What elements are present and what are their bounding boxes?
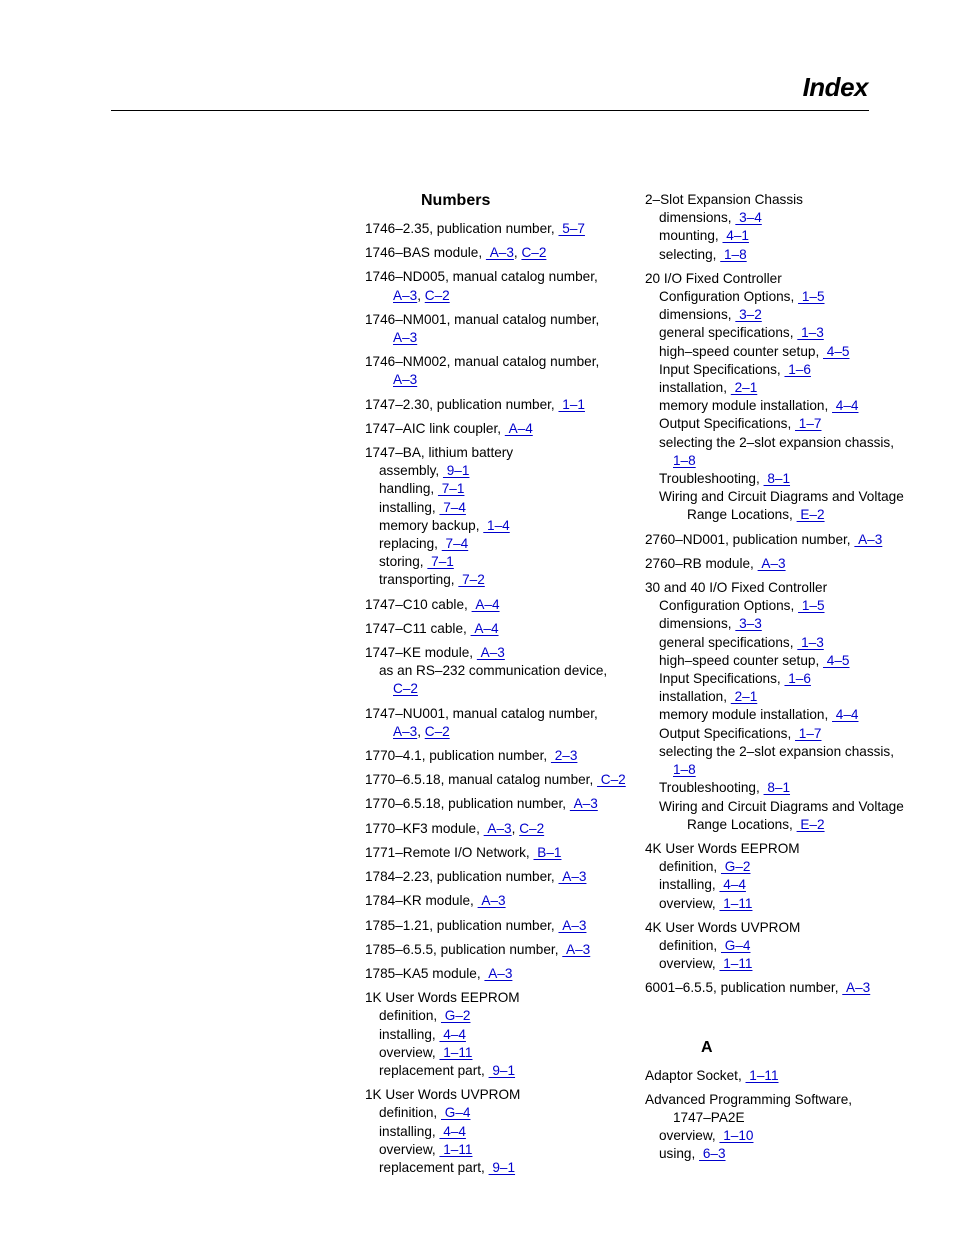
page-reference-link[interactable]: 4–4: [439, 1026, 466, 1042]
index-term-text: 1747–PA2E: [673, 1109, 745, 1125]
page-reference-link[interactable]: C–2: [393, 681, 418, 697]
index-subterm: [645, 937, 935, 955]
index-subterm: [645, 876, 935, 894]
index-term: [365, 444, 635, 462]
index-term-text: selecting,: [659, 246, 717, 262]
index-term-text: 6001–6.5.5, publication number,: [645, 980, 839, 996]
page-reference-link[interactable]: 3–2: [735, 307, 762, 323]
page-reference-link[interactable]: A–4: [470, 620, 499, 636]
index-term-text: definition,: [379, 1008, 438, 1024]
index-term-text: Output Specifications,: [659, 416, 792, 432]
index-subterm: [645, 615, 935, 633]
index-term-text: high–speed counter setup,: [659, 343, 820, 359]
index-term-text: overview,: [659, 956, 716, 972]
page-reference-link[interactable]: G–4: [720, 937, 751, 953]
index-term-text: transporting,: [379, 572, 455, 588]
index-term-text: replacement part,: [379, 1159, 485, 1175]
index-subterm: [645, 725, 935, 743]
index-term-text: overview,: [379, 1141, 436, 1157]
page-reference-link[interactable]: 9–1: [488, 1159, 516, 1175]
index-term: [645, 979, 935, 997]
index-term-text: 1785–KA5 module,: [365, 965, 481, 981]
index-term-text: 1K User Words UVPROM: [365, 1087, 521, 1103]
index-term: [365, 795, 635, 813]
page-reference-link[interactable]: G–4: [440, 1105, 471, 1121]
index-entry: [365, 244, 635, 262]
index-term: [645, 555, 935, 573]
index-subterm: [645, 246, 935, 264]
index-term: [365, 644, 635, 662]
index-term-text: installation,: [659, 380, 728, 396]
index-subterm: [645, 652, 935, 670]
index-term-text: replacing,: [379, 536, 438, 552]
index-subterm: [645, 597, 935, 615]
index-entry: [365, 311, 635, 347]
page-reference-link[interactable]: A–4: [471, 596, 500, 612]
page-reference-link[interactable]: 2–1: [730, 689, 758, 705]
index-term-text: 1747–2.30, publication number,: [365, 396, 555, 412]
index-entries-numbers-left: [365, 220, 635, 1177]
index-term-text: general specifications,: [659, 634, 794, 650]
index-term-text: Advanced Programming Software,: [645, 1091, 853, 1107]
index-entry: [645, 555, 935, 573]
index-term: [365, 747, 635, 765]
index-term-text: 20 I/O Fixed Controller: [645, 270, 782, 286]
index-term-text: general specifications,: [659, 325, 794, 341]
page-reference-link[interactable]: E–2: [796, 816, 825, 832]
index-continuation: A–3, C–2: [393, 723, 450, 739]
index-term-text: handling,: [379, 481, 435, 497]
index-term-text: Adaptor Socket,: [645, 1067, 742, 1083]
index-term-text: definition,: [659, 937, 718, 953]
section-heading-a: A: [701, 1038, 713, 1056]
index-subterm: [365, 480, 635, 498]
page-reference-link[interactable]: 5–7: [558, 221, 585, 236]
page-reference-link[interactable]: 1–5: [798, 598, 825, 614]
page-reference-link[interactable]: 7–4: [441, 536, 469, 552]
index-entry: [365, 941, 635, 959]
page-reference-link[interactable]: 1–11: [439, 1044, 473, 1060]
index-subterm: [645, 1145, 935, 1163]
index-term-text: selecting the 2–slot expansion chassis,: [659, 743, 895, 759]
index-term: [365, 396, 635, 414]
index-entry: [365, 220, 635, 238]
index-subterm: [365, 662, 635, 680]
page-reference-link[interactable]: 8–1: [763, 471, 791, 487]
index-term: [645, 1091, 935, 1109]
page-reference-link[interactable]: A–4: [504, 420, 533, 436]
page-reference-link[interactable]: 4–5: [823, 343, 850, 359]
page-reference-link[interactable]: 7–1: [427, 554, 454, 570]
page-reference-link[interactable]: 1–4: [483, 517, 510, 533]
page-reference-link[interactable]: 9–1: [488, 1062, 516, 1078]
page-reference-link[interactable]: A–3: [483, 820, 512, 836]
page-reference-link[interactable]: 1–1: [558, 396, 585, 412]
index-term-text: 1746–NM001, manual catalog number,: [365, 311, 600, 327]
page-reference-link[interactable]: A–3: [558, 917, 587, 933]
index-term-text: 1746–BAS module,: [365, 245, 483, 261]
page-reference-link[interactable]: A–3: [757, 555, 786, 571]
index-entry: [365, 892, 635, 910]
index-term-text: 1747–BA, lithium battery: [365, 445, 514, 461]
index-subterm: [365, 571, 635, 589]
index-subterm: [645, 306, 935, 324]
index-term-text: 1K User Words EEPROM: [365, 990, 520, 1006]
page-reference-link[interactable]: G–2: [440, 1008, 471, 1024]
index-subterm: [645, 743, 935, 761]
index-subterm: [645, 434, 935, 452]
index-term-text: 1746–NM002, manual catalog number,: [365, 354, 600, 370]
index-term-text: 1747–C11 cable,: [365, 620, 467, 636]
index-subterm: [365, 1044, 635, 1062]
index-subterm: [645, 706, 935, 724]
index-term-text: 1784–KR module,: [365, 893, 474, 909]
index-entry: [365, 917, 635, 935]
index-term-text: Output Specifications,: [659, 725, 792, 741]
index-subterm: [645, 798, 935, 816]
index-term-text: Troubleshooting,: [659, 780, 760, 796]
index-entry: [365, 1086, 635, 1177]
page-reference-link[interactable]: C–2: [519, 820, 545, 836]
index-continuation: [365, 680, 635, 698]
index-subterm: [365, 1062, 635, 1080]
index-continuation: [645, 452, 935, 470]
index-subterm: [365, 1104, 635, 1122]
index-subterm: [645, 343, 935, 361]
index-term-text: memory module installation,: [659, 707, 829, 723]
index-term-text: Configuration Options,: [659, 598, 795, 614]
index-entry: [645, 1067, 935, 1085]
index-term-text: 1784–2.23, publication number,: [365, 869, 555, 885]
index-subterm: [365, 517, 635, 535]
index-term: [645, 1067, 935, 1085]
page-reference-link[interactable]: 7–2: [458, 572, 485, 588]
index-term: [365, 705, 635, 723]
index-entry: [365, 444, 635, 590]
page-reference-link[interactable]: 1–7: [795, 725, 822, 741]
index-term-text: dimensions,: [659, 307, 732, 323]
page-reference-link[interactable]: 1–11: [719, 956, 753, 972]
index-column-left: [365, 191, 635, 1183]
page-reference-link[interactable]: 4–4: [719, 877, 746, 893]
index-subterm: [365, 1123, 635, 1141]
index-term-text: 4K User Words UVPROM: [645, 919, 801, 935]
index-term-text: memory backup,: [379, 517, 480, 533]
index-term-text: 2–Slot Expansion Chassis: [645, 192, 803, 207]
index-entry: [645, 270, 935, 525]
page-reference-link[interactable]: 1–5: [798, 289, 825, 305]
header-rule: [111, 110, 869, 111]
index-subterm: [645, 1127, 935, 1145]
page-reference-link[interactable]: 1–3: [797, 634, 824, 650]
index-term-text: Wiring and Circuit Diagrams and Voltage: [659, 798, 904, 814]
index-term: 1770–KF3 module, A–3, C–2: [365, 820, 545, 836]
index-subterm: [645, 688, 935, 706]
index-term: [645, 191, 935, 209]
page-reference-link[interactable]: A–3: [842, 980, 871, 996]
index-term: [365, 892, 635, 910]
index-term-text: 1771–Remote I/O Network,: [365, 844, 530, 860]
page-reference-link[interactable]: 7–4: [439, 499, 466, 515]
index-term-text: Range Locations,: [687, 816, 793, 832]
page-reference-link[interactable]: 6–3: [699, 1146, 726, 1162]
index-term-text: using,: [659, 1146, 696, 1162]
index-term-text: 2760–RB module,: [645, 555, 754, 571]
index-entry: [365, 268, 635, 304]
index-term: [645, 840, 935, 858]
page-reference-link[interactable]: 4–5: [823, 652, 850, 668]
index-term: [645, 919, 935, 937]
index-entries-numbers-right: [645, 191, 935, 998]
index-term-text: dimensions,: [659, 616, 732, 632]
index-entry: [365, 353, 635, 389]
page-reference-link[interactable]: 4–1: [722, 228, 749, 244]
page-reference-link[interactable]: 4–4: [439, 1123, 466, 1139]
index-subterm: [645, 779, 935, 797]
index-term-text: as an RS–232 communication device,: [379, 663, 608, 679]
page-reference-link[interactable]: 9–1: [442, 463, 470, 479]
index-term-text: Configuration Options,: [659, 289, 795, 305]
index-term-text: Range Locations,: [687, 507, 793, 523]
index-column-right: [645, 191, 935, 1170]
page-reference-link[interactable]: 2–3: [550, 748, 578, 764]
index-entry: [365, 820, 635, 838]
page-reference-link[interactable]: 1–8: [720, 246, 747, 262]
index-subterm: [645, 209, 935, 227]
index-term-text: installing,: [379, 1123, 436, 1139]
index-term-text: 1746–2.35, publication number,: [365, 221, 555, 236]
index-term: [365, 311, 635, 329]
index-term-text: high–speed counter setup,: [659, 652, 820, 668]
index-term-text: overview,: [659, 1128, 716, 1144]
page-reference-link[interactable]: 1–7: [795, 416, 822, 432]
page-reference-link[interactable]: 2–1: [730, 380, 758, 396]
page-reference-link[interactable]: 4–4: [832, 707, 859, 723]
index-continuation: [645, 1109, 935, 1127]
index-term-text: Input Specifications,: [659, 671, 781, 687]
index-subterm: [365, 553, 635, 571]
index-term-text: dimensions,: [659, 210, 732, 226]
page-reference-link[interactable]: 1–10: [719, 1128, 754, 1144]
index-term-text: memory module installation,: [659, 398, 829, 414]
index-term-text: replacement part,: [379, 1062, 485, 1078]
index-term: [365, 420, 635, 438]
index-term-text: 1747–C10 cable,: [365, 596, 468, 612]
index-term: [365, 917, 635, 935]
page-reference-link[interactable]: 4–4: [832, 398, 859, 414]
index-term: [365, 844, 635, 862]
index-subterm: [365, 1141, 635, 1159]
index-term-text: Wiring and Circuit Diagrams and Voltage: [659, 489, 904, 505]
index-term-text: 4K User Words EEPROM: [645, 840, 800, 856]
index-subterm: [645, 288, 935, 306]
index-term-text: 1747–KE module,: [365, 645, 474, 661]
section-heading-numbers: Numbers: [421, 192, 491, 209]
index-entry: [365, 965, 635, 983]
index-entry: [365, 705, 635, 741]
index-subterm: [645, 895, 935, 913]
index-entry: [365, 795, 635, 813]
index-entries-a: [645, 1067, 935, 1164]
index-entry: [645, 919, 935, 974]
index-term-text: overview,: [659, 895, 716, 911]
index-entry: [365, 644, 635, 699]
index-term: [365, 268, 635, 286]
index-term-text: selecting the 2–slot expansion chassis,: [659, 434, 895, 450]
index-subterm: [645, 634, 935, 652]
page-reference-link[interactable]: 3–3: [735, 616, 762, 632]
index-term: 1746–BAS module, A–3, C–2: [365, 245, 547, 261]
index-term-text: 1747–AIC link coupler,: [365, 420, 502, 436]
page-reference-link[interactable]: 3–4: [735, 210, 762, 226]
page-reference-link[interactable]: A–3: [477, 893, 506, 909]
index-entry: [645, 840, 935, 913]
index-term: [365, 868, 635, 886]
index-term: [365, 1086, 635, 1104]
page-reference-link[interactable]: 7–1: [437, 481, 465, 497]
index-subterm: [365, 535, 635, 553]
index-entry: [365, 396, 635, 414]
page-reference-link[interactable]: A–3: [562, 941, 591, 957]
index-subterm: [645, 397, 935, 415]
page-reference-link[interactable]: 8–1: [763, 780, 791, 796]
index-subterm: [645, 324, 935, 342]
index-term-text: definition,: [379, 1105, 438, 1121]
index-subterm: [645, 379, 935, 397]
index-continuation: [365, 371, 635, 389]
index-subterm: [365, 462, 635, 480]
index-subterm: [365, 1007, 635, 1025]
index-entry: [645, 979, 935, 997]
page-title: Index: [802, 72, 868, 102]
index-term-text: Troubleshooting,: [659, 471, 760, 487]
page-reference-link[interactable]: A–3: [485, 245, 514, 261]
index-entry: [365, 596, 635, 614]
index-term-text: 1770–4.1, publication number,: [365, 748, 548, 764]
index-term-text: storing,: [379, 554, 424, 570]
index-term: [365, 596, 635, 614]
index-subterm: [365, 499, 635, 517]
page-reference-link[interactable]: A–3: [393, 372, 418, 388]
index-term: [365, 620, 635, 638]
page-reference-link[interactable]: 1–8: [673, 762, 696, 778]
index-term-text: 1770–6.5.18, publication number,: [365, 796, 567, 812]
page-reference-link[interactable]: A–3: [393, 287, 418, 303]
index-entry: [365, 771, 635, 789]
index-term-text: 1770–6.5.18, manual catalog number,: [365, 772, 594, 788]
index-term: [645, 579, 935, 597]
page-reference-link[interactable]: 1–6: [784, 671, 811, 687]
page-reference-link[interactable]: G–2: [720, 859, 751, 875]
page-reference-link[interactable]: C–2: [424, 723, 450, 739]
index-entry: [365, 989, 635, 1080]
index-continuation: [365, 329, 635, 347]
page-reference-link[interactable]: A–3: [393, 330, 418, 346]
page-reference-link[interactable]: A–3: [854, 531, 883, 547]
index-term-text: assembly,: [379, 463, 440, 479]
page-reference-link[interactable]: A–3: [393, 723, 418, 739]
page-reference-link[interactable]: C–2: [597, 772, 626, 788]
page-reference-link[interactable]: A–3: [569, 796, 598, 812]
index-term-text: mounting,: [659, 228, 719, 244]
page-reference-link[interactable]: A–3: [484, 965, 513, 981]
index-continuation: [645, 761, 935, 779]
index-entry: [365, 868, 635, 886]
index-entry: [365, 420, 635, 438]
index-term: [365, 353, 635, 371]
index-term-text: 1747–NU001, manual catalog number,: [365, 705, 598, 721]
index-term-text: installing,: [379, 499, 436, 515]
index-term-text: 1770–KF3 module,: [365, 820, 480, 836]
index-term-text: 1785–6.5.5, publication number,: [365, 941, 559, 957]
index-entry: [645, 579, 935, 834]
index-term-text: 30 and 40 I/O Fixed Controller: [645, 580, 828, 596]
index-subterm: [645, 227, 935, 245]
index-term-text: installation,: [659, 689, 728, 705]
index-term-text: 1785–1.21, publication number,: [365, 917, 555, 933]
index-term-text: installing,: [659, 877, 716, 893]
index-subterm: [645, 955, 935, 973]
page-reference-link[interactable]: 1–11: [719, 895, 753, 911]
page-reference-link[interactable]: 1–11: [745, 1067, 779, 1083]
page-reference-link[interactable]: A–3: [476, 645, 505, 661]
index-term: [645, 270, 935, 288]
page-reference-link[interactable]: 1–11: [439, 1141, 473, 1157]
index-subterm: [365, 1026, 635, 1044]
index-term-text: overview,: [379, 1044, 436, 1060]
index-entry: [645, 531, 935, 549]
index-subterm: [645, 361, 935, 379]
index-subterm: [645, 488, 935, 506]
page-reference-link[interactable]: C–2: [424, 287, 450, 303]
index-term: [365, 771, 635, 789]
index-continuation: A–3, C–2: [393, 287, 450, 303]
page-reference-link[interactable]: C–2: [521, 245, 547, 261]
index-term-text: installing,: [379, 1026, 436, 1042]
index-continuation: [645, 816, 935, 834]
index-subterm: [645, 470, 935, 488]
index-entry: [365, 844, 635, 862]
index-term-text: 1746–ND005, manual catalog number,: [365, 269, 598, 285]
index-term: [365, 965, 635, 983]
index-term: [365, 220, 635, 238]
page-reference-link[interactable]: 1–8: [673, 452, 696, 468]
index-entry: [645, 1091, 935, 1164]
index-subterm: [645, 415, 935, 433]
index-entry: [365, 620, 635, 638]
index-subterm: [365, 1159, 635, 1177]
page-reference-link[interactable]: 1–6: [784, 361, 811, 377]
index-entry: [645, 191, 935, 264]
index-continuation: [645, 506, 935, 524]
index-term-text: definition,: [659, 859, 718, 875]
page-reference-link[interactable]: E–2: [796, 507, 825, 523]
index-term: [365, 941, 635, 959]
index-subterm: [645, 670, 935, 688]
index-term: [645, 531, 935, 549]
index-term-text: Input Specifications,: [659, 361, 781, 377]
index-term: [365, 989, 635, 1007]
page-reference-link[interactable]: A–3: [558, 869, 587, 885]
page-reference-link[interactable]: 1–3: [797, 325, 824, 341]
index-entry: [365, 747, 635, 765]
index-term-text: 2760–ND001, publication number,: [645, 531, 851, 547]
index-subterm: [645, 858, 935, 876]
page-reference-link[interactable]: B–1: [533, 844, 562, 860]
